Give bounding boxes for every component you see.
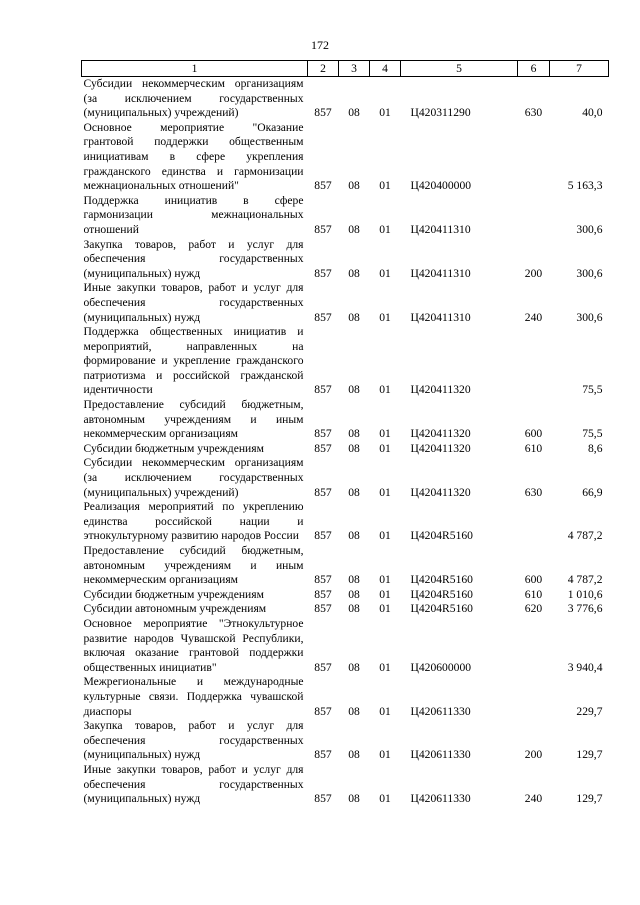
row-section-code: 08 bbox=[348, 529, 360, 543]
row-amount: 3 940,4 bbox=[567, 660, 603, 674]
page-number: 172 bbox=[311, 38, 329, 52]
row-target-article: Ц420411320 bbox=[410, 383, 471, 397]
row-amount: 300,6 bbox=[576, 266, 603, 280]
header-col-1: 1 bbox=[82, 61, 308, 77]
row-amount: 66,9 bbox=[582, 485, 603, 499]
row-section-code: 08 bbox=[348, 106, 360, 120]
row-section-code: 08 bbox=[348, 573, 360, 587]
row-amount: 129,7 bbox=[576, 792, 603, 806]
table-row bbox=[82, 588, 609, 603]
row-subsection-code: 01 bbox=[379, 602, 391, 616]
table-header bbox=[82, 61, 609, 77]
row-subsection-code: 01 bbox=[379, 266, 391, 280]
table-body bbox=[82, 77, 609, 807]
row-description: Основное мероприятие "Оказание грантовой поддержки общественным инициативам в сфере укрепления гражданского единства и гармонизации межнациональных отношений" bbox=[83, 120, 304, 193]
row-ministry-code: 857 bbox=[314, 383, 332, 397]
row-description: Предоставление субсидий бюджетным, автономным учреждениям и иным некоммерческим организациям bbox=[83, 544, 304, 587]
row-ministry-code: 857 bbox=[314, 179, 332, 193]
row-description: Предоставление субсидий бюджетным, автономным учреждениям и иным некоммерческим организациям bbox=[83, 398, 304, 441]
row-section-code: 08 bbox=[348, 427, 360, 441]
row-ministry-code: 857 bbox=[314, 602, 332, 616]
row-target-article: Ц4204R5160 bbox=[410, 587, 473, 601]
table-row bbox=[82, 500, 609, 544]
row-description: Субсидии автономным учреждениям bbox=[83, 602, 267, 616]
row-expense-type: 630 bbox=[524, 485, 543, 499]
row-expense-type bbox=[518, 194, 550, 238]
row-ministry-code: 857 bbox=[314, 427, 332, 441]
row-target-article: Ц420611330 bbox=[410, 704, 471, 718]
row-description: Субсидии бюджетным учреждениям bbox=[83, 587, 264, 601]
row-ministry-code: 857 bbox=[314, 106, 332, 120]
table-row bbox=[82, 544, 609, 588]
row-amount: 1 010,6 bbox=[567, 587, 603, 601]
row-subsection-code: 01 bbox=[379, 106, 391, 120]
row-ministry-code: 857 bbox=[314, 485, 332, 499]
row-section-code: 08 bbox=[348, 441, 360, 455]
row-target-article: Ц420411320 bbox=[410, 441, 471, 455]
row-ministry-code: 857 bbox=[314, 266, 332, 280]
row-subsection-code: 01 bbox=[379, 573, 391, 587]
row-target-article: Ц420600000 bbox=[410, 660, 472, 674]
row-expense-type: 240 bbox=[524, 310, 543, 324]
row-ministry-code: 857 bbox=[314, 587, 332, 601]
row-expense-type bbox=[518, 675, 550, 719]
row-subsection-code: 01 bbox=[379, 427, 391, 441]
row-expense-type bbox=[518, 617, 550, 675]
row-amount: 75,5 bbox=[582, 383, 603, 397]
row-expense-type: 620 bbox=[524, 602, 543, 616]
row-section-code: 08 bbox=[348, 602, 360, 616]
table-row bbox=[82, 617, 609, 675]
row-ministry-code: 857 bbox=[314, 660, 332, 674]
table-row bbox=[82, 675, 609, 719]
budget-table bbox=[81, 60, 609, 807]
row-section-code: 08 bbox=[348, 748, 360, 762]
row-expense-type bbox=[518, 500, 550, 544]
row-subsection-code: 01 bbox=[379, 529, 391, 543]
row-section-code: 08 bbox=[348, 587, 360, 601]
row-section-code: 08 bbox=[348, 179, 360, 193]
row-amount: 4 787,2 bbox=[567, 529, 603, 543]
row-section-code: 08 bbox=[348, 222, 360, 236]
row-description: Основное мероприятие "Этнокультурное развитие народов Чувашской Республики, включая оказание грантовой поддержки общественных инициатив" bbox=[83, 616, 304, 674]
row-description: Закупка товаров, работ и услуг для обеспечения государственных (муниципальных) нужд bbox=[83, 719, 304, 762]
table-row bbox=[82, 602, 609, 617]
row-subsection-code: 01 bbox=[379, 792, 391, 806]
row-amount: 3 776,6 bbox=[567, 602, 603, 616]
row-expense-type bbox=[518, 121, 550, 194]
row-description: Иные закупки товаров, работ и услуг для обеспечения государственных (муниципальных) нужд bbox=[83, 762, 304, 806]
row-subsection-code: 01 bbox=[379, 587, 391, 601]
row-description: Иные закупки товаров, работ и услуг для обеспечения государственных (муниципальных) нужд bbox=[83, 281, 304, 324]
row-subsection-code: 01 bbox=[379, 704, 391, 718]
row-target-article: Ц420411320 bbox=[410, 485, 471, 499]
row-expense-type: 610 bbox=[524, 587, 543, 601]
row-subsection-code: 01 bbox=[379, 485, 391, 499]
row-expense-type: 240 bbox=[524, 792, 543, 806]
row-target-article: Ц4204R5160 bbox=[410, 602, 473, 616]
table-row bbox=[82, 763, 609, 807]
row-target-article: Ц4204R5160 bbox=[410, 573, 473, 587]
row-ministry-code: 857 bbox=[314, 441, 332, 455]
row-target-article: Ц420411310 bbox=[410, 266, 471, 280]
row-subsection-code: 01 bbox=[379, 179, 391, 193]
table-row bbox=[82, 456, 609, 500]
row-target-article: Ц420611330 bbox=[410, 792, 471, 806]
row-ministry-code: 857 bbox=[314, 573, 332, 587]
row-description: Поддержка инициатив в сфере гармонизации межнациональных отношений bbox=[83, 193, 304, 236]
row-expense-type: 200 bbox=[524, 748, 543, 762]
row-ministry-code: 857 bbox=[314, 704, 332, 718]
table-row bbox=[82, 238, 609, 282]
row-amount: 4 787,2 bbox=[567, 573, 603, 587]
row-ministry-code: 857 bbox=[314, 792, 332, 806]
row-expense-type bbox=[518, 325, 550, 398]
row-amount: 8,6 bbox=[588, 441, 603, 455]
row-description: Реализация мероприятий по укреплению единства российской нации и этнокультурному развитию народов России bbox=[83, 500, 304, 543]
header-row bbox=[82, 61, 609, 77]
row-expense-type: 630 bbox=[524, 106, 543, 120]
header-col-2: 2 bbox=[308, 61, 339, 77]
table-row bbox=[82, 442, 609, 457]
row-ministry-code: 857 bbox=[314, 748, 332, 762]
row-amount: 75,5 bbox=[582, 427, 603, 441]
row-expense-type: 200 bbox=[524, 266, 543, 280]
table-row bbox=[82, 398, 609, 442]
row-section-code: 08 bbox=[348, 485, 360, 499]
row-section-code: 08 bbox=[348, 660, 360, 674]
row-subsection-code: 01 bbox=[379, 222, 391, 236]
header-col-3: 3 bbox=[339, 61, 370, 77]
row-amount: 229,7 bbox=[576, 704, 603, 718]
row-section-code: 08 bbox=[348, 310, 360, 324]
row-expense-type: 600 bbox=[524, 573, 543, 587]
row-description: Субсидии бюджетным учреждениям bbox=[83, 441, 264, 455]
row-amount: 129,7 bbox=[576, 748, 603, 762]
row-target-article: Ц4204R5160 bbox=[410, 529, 473, 543]
header-col-7: 7 bbox=[550, 61, 609, 77]
row-amount: 300,6 bbox=[576, 310, 603, 324]
table-row bbox=[82, 281, 609, 325]
table-row bbox=[82, 121, 609, 194]
row-section-code: 08 bbox=[348, 266, 360, 280]
row-section-code: 08 bbox=[348, 792, 360, 806]
row-target-article: Ц420400000 bbox=[410, 179, 472, 193]
row-ministry-code: 857 bbox=[314, 310, 332, 324]
table-row bbox=[82, 77, 609, 121]
row-target-article: Ц420411320 bbox=[410, 427, 471, 441]
header-col-5: 5 bbox=[401, 61, 518, 77]
row-target-article: Ц420311290 bbox=[410, 106, 471, 120]
table-row bbox=[82, 719, 609, 763]
row-subsection-code: 01 bbox=[379, 660, 391, 674]
row-description: Поддержка общественных инициатив и мероприятий, направленных на формирование и укрепление гражданского патриотизма и российской гражданской идентичности bbox=[83, 325, 304, 397]
row-amount: 40,0 bbox=[582, 106, 603, 120]
row-target-article: Ц420611330 bbox=[410, 748, 471, 762]
header-col-4: 4 bbox=[370, 61, 401, 77]
row-expense-type: 600 bbox=[524, 427, 543, 441]
header-col-6: 6 bbox=[518, 61, 550, 77]
row-ministry-code: 857 bbox=[314, 222, 332, 236]
row-subsection-code: 01 bbox=[379, 441, 391, 455]
row-subsection-code: 01 bbox=[379, 748, 391, 762]
row-description: Субсидии некоммерческим организациям (за исключением государственных (муниципальных) учреждений) bbox=[83, 77, 304, 120]
row-description: Межрегиональные и международные культурные связи. Поддержка чувашской диаспоры bbox=[83, 675, 304, 718]
row-amount: 5 163,3 bbox=[567, 179, 603, 193]
row-description: Субсидии некоммерческим организациям (за исключением государственных (муниципальных) учреждений) bbox=[83, 456, 304, 499]
row-subsection-code: 01 bbox=[379, 310, 391, 324]
row-subsection-code: 01 bbox=[379, 383, 391, 397]
row-section-code: 08 bbox=[348, 704, 360, 718]
row-target-article: Ц420411310 bbox=[410, 222, 471, 236]
row-amount: 300,6 bbox=[576, 222, 603, 236]
row-expense-type: 610 bbox=[524, 441, 543, 455]
row-ministry-code: 857 bbox=[314, 529, 332, 543]
row-target-article: Ц420411310 bbox=[410, 310, 471, 324]
row-section-code: 08 bbox=[348, 383, 360, 397]
row-description: Закупка товаров, работ и услуг для обеспечения государственных (муниципальных) нужд bbox=[83, 237, 304, 280]
table-row bbox=[82, 325, 609, 398]
table-row bbox=[82, 194, 609, 238]
